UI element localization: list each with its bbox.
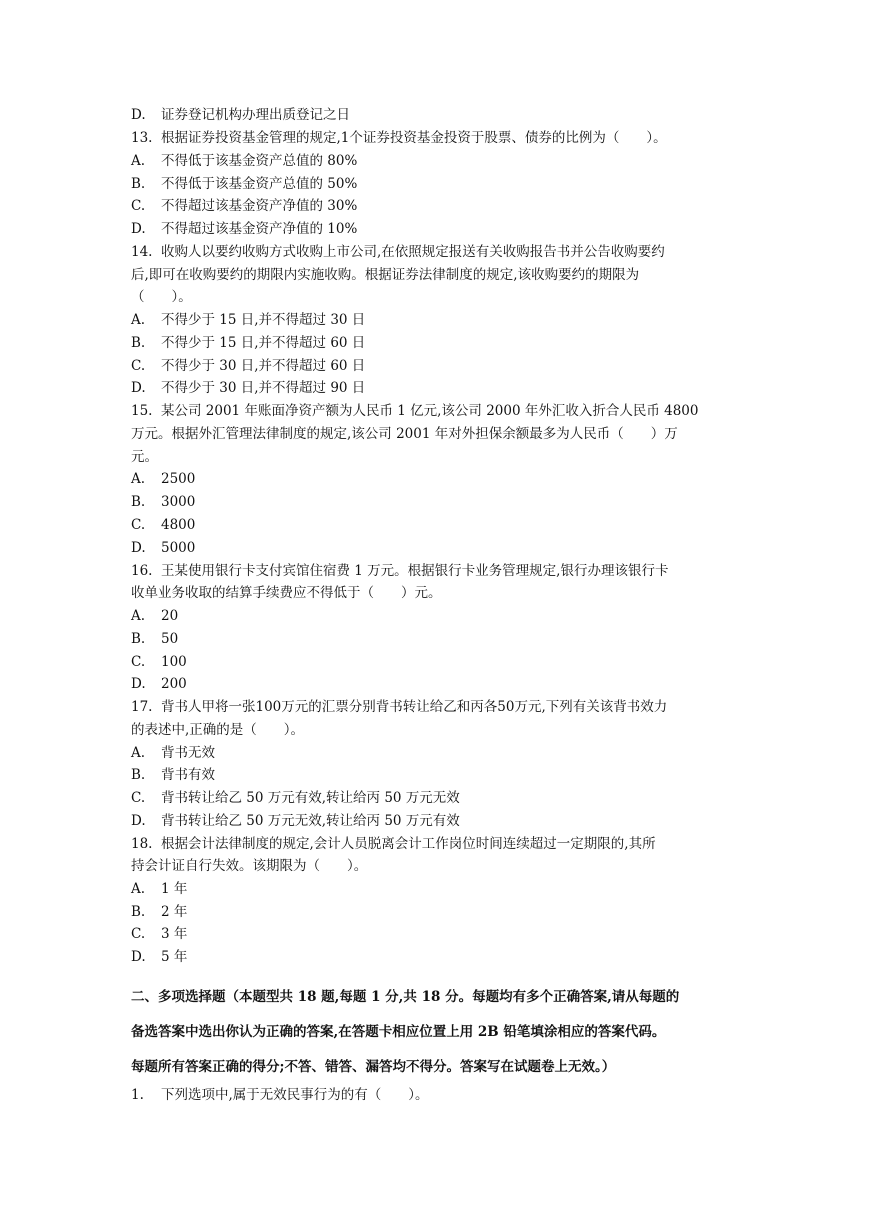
- option-letter: D.: [131, 221, 146, 237]
- option-text: 3000: [161, 494, 196, 510]
- option-17-a: [131, 742, 741, 765]
- option-text: 2 年: [161, 904, 188, 920]
- option-letter: A.: [131, 312, 146, 328]
- section-header-line: 备选答案中选出你认为正确的答案,在答题卡相应位置上用 2B 铅笔填涂相应的答案代码。: [131, 1024, 666, 1040]
- option-letter: C.: [131, 198, 146, 214]
- option-16-c: [131, 651, 741, 674]
- option-15-c: [131, 514, 741, 537]
- option-13-c: [131, 195, 741, 218]
- question-text: 某公司 2001 年账面净资产额为人民币 1 亿元,该公司 2000 年外汇收入折合人民币 4800: [161, 403, 699, 419]
- option-letter: D.: [131, 380, 146, 396]
- option-text: 1 年: [161, 881, 188, 897]
- option-letter: C.: [131, 926, 146, 942]
- question-text-line: 元。: [131, 449, 158, 465]
- question-18: [131, 833, 741, 856]
- option-letter: B.: [131, 494, 146, 510]
- question-text-line: 持会计证自行失效。该期限为（ ）。: [131, 858, 368, 874]
- option-prev-d: [131, 104, 741, 127]
- option-14-a: [131, 309, 741, 332]
- question-text: 背书人甲将一张100万元的汇票分别背书转让给乙和丙各50万元,下列有关该背书效力: [161, 699, 668, 715]
- option-text: 4800: [161, 517, 196, 533]
- option-letter: C.: [131, 358, 146, 374]
- option-letter: D.: [131, 813, 146, 829]
- option-17-b: [131, 764, 741, 787]
- question-text: 根据证券投资基金管理的规定,1个证券投资基金投资于股票、债券的比例为（ ）。: [161, 130, 667, 146]
- option-13-a: [131, 150, 741, 173]
- option-15-a: [131, 468, 741, 491]
- question-number: 1.: [131, 1087, 144, 1103]
- option-18-b: [131, 901, 741, 924]
- section-header-line: 二、多项选择题（本题型共 18 题,每题 1 分,共 18 分。每题均有多个正确答案,请从每题的: [131, 989, 680, 1005]
- question-15: [131, 400, 741, 423]
- option-letter: C.: [131, 790, 146, 806]
- question-text-line: 万元。根据外汇管理法律制度的规定,该公司 2001 年对外担保余额最多为人民币（ ）万: [131, 426, 678, 442]
- question-number: 17.: [131, 699, 153, 715]
- option-text: 20: [161, 608, 179, 624]
- option-text: 200: [161, 676, 187, 692]
- question-text: 王某使用银行卡支付宾馆住宿费 1 万元。根据银行卡业务管理规定,银行办理该银行卡: [161, 563, 669, 579]
- option-letter: C.: [131, 517, 146, 533]
- question-text: 根据会计法律制度的规定,会计人员脱离会计工作岗位时间连续超过一定期限的,其所: [161, 836, 656, 852]
- question-text-line: （ ）。: [131, 289, 192, 305]
- question-text: 收购人以要约收购方式收购上市公司,在依照规定报送有关收购报告书并公告收购要约: [161, 244, 665, 260]
- option-text: 不得少于 15 日,并不得超过 30 日: [161, 312, 366, 328]
- option-text: 50: [161, 631, 179, 647]
- option-text: 证券登记机构办理出质登记之日: [161, 107, 350, 123]
- question-17: [131, 696, 741, 719]
- option-14-c: [131, 355, 741, 378]
- option-text: 不得少于 30 日,并不得超过 60 日: [161, 358, 366, 374]
- option-letter: B.: [131, 335, 146, 351]
- option-text: 不得少于 15 日,并不得超过 60 日: [161, 335, 366, 351]
- option-letter: A.: [131, 745, 146, 761]
- option-18-a: [131, 878, 741, 901]
- option-letter: B.: [131, 176, 146, 192]
- option-text: 背书无效: [161, 745, 215, 761]
- question-16: [131, 560, 741, 583]
- option-16-d: [131, 673, 741, 696]
- option-16-b: [131, 628, 741, 651]
- option-text: 不得超过该基金资产净值的 10%: [161, 221, 358, 237]
- option-letter: A.: [131, 153, 146, 169]
- multi-question-1: [131, 1084, 741, 1107]
- option-letter: A.: [131, 881, 146, 897]
- option-17-c: [131, 787, 741, 810]
- option-text: 5 年: [161, 949, 188, 965]
- option-letter: A.: [131, 471, 146, 487]
- question-14: [131, 241, 741, 264]
- option-text: 5000: [161, 540, 196, 556]
- option-letter: C.: [131, 654, 146, 670]
- option-17-d: [131, 810, 741, 833]
- question-text-line: 的表述中,正确的是（ ）。: [131, 722, 305, 738]
- option-text: 不得少于 30 日,并不得超过 90 日: [161, 380, 366, 396]
- question-number: 15.: [131, 403, 153, 419]
- option-16-a: [131, 605, 741, 628]
- option-text: 背书转让给乙 50 万元无效,转让给丙 50 万元有效: [161, 813, 460, 829]
- option-text: 不得低于该基金资产总值的 50%: [161, 176, 358, 192]
- option-text: 不得超过该基金资产净值的 30%: [161, 198, 358, 214]
- option-letter: A.: [131, 608, 146, 624]
- question-text-line: 后,即可在收购要约的期限内实施收购。根据证券法律制度的规定,该收购要约的期限为: [131, 267, 640, 283]
- option-15-b: [131, 491, 741, 514]
- option-letter: D.: [131, 540, 146, 556]
- option-14-b: [131, 332, 741, 355]
- question-number: 18.: [131, 836, 153, 852]
- option-18-d: [131, 946, 741, 969]
- option-13-d: [131, 218, 741, 241]
- option-text: 3 年: [161, 926, 188, 942]
- question-number: 13.: [131, 130, 153, 146]
- option-letter: D.: [131, 107, 146, 123]
- option-18-c: [131, 923, 741, 946]
- option-13-b: [131, 173, 741, 196]
- option-letter: D.: [131, 676, 146, 692]
- question-number: 16.: [131, 563, 153, 579]
- option-letter: B.: [131, 631, 146, 647]
- option-14-d: [131, 377, 741, 400]
- question-text-line: 收单业务收取的结算手续费应不得低于（ ）元。: [131, 585, 442, 601]
- option-text: 不得低于该基金资产总值的 80%: [161, 153, 358, 169]
- option-letter: D.: [131, 949, 146, 965]
- option-letter: B.: [131, 904, 146, 920]
- option-text: 100: [161, 654, 187, 670]
- question-text: 下列选项中,属于无效民事行为的有（ ）。: [161, 1087, 429, 1103]
- option-text: 背书有效: [161, 767, 215, 783]
- option-letter: B.: [131, 767, 146, 783]
- option-text: 2500: [161, 471, 196, 487]
- option-15-d: [131, 537, 741, 560]
- question-number: 14.: [131, 244, 153, 260]
- section-header-line: 每题所有答案正确的得分;不答、错答、漏答均不得分。答案写在试题卷上无效。）: [131, 1059, 616, 1075]
- question-13: [131, 127, 741, 150]
- option-text: 背书转让给乙 50 万元有效,转让给丙 50 万元无效: [161, 790, 460, 806]
